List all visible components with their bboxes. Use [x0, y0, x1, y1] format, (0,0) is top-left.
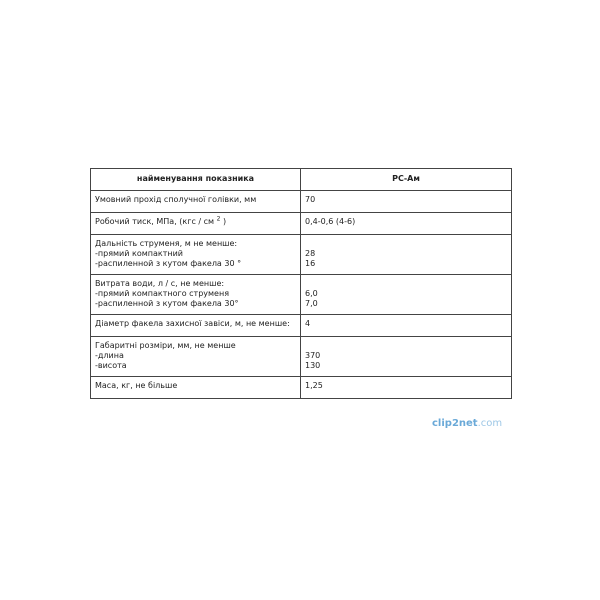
watermark-domain: .com [477, 418, 503, 429]
param-line: -прямий компактного струменя [95, 289, 230, 298]
param-text-end: ) [220, 217, 227, 226]
value-line [305, 341, 507, 351]
param-cell [91, 377, 301, 399]
table-row [91, 315, 512, 337]
value-line: 6,0 [305, 289, 318, 298]
value-cell [301, 213, 512, 235]
table-row [91, 191, 512, 213]
value-cell [301, 377, 512, 399]
param-cell [91, 213, 301, 235]
param-line: Дальність струменя, м не менше: [95, 239, 238, 248]
value-line: 7,0 [305, 299, 318, 308]
value-line: 16 [305, 259, 316, 268]
param-line: Умовний прохід сполучної голівки, мм [95, 195, 257, 204]
spec-table [90, 168, 512, 399]
value-cell [301, 191, 512, 213]
header-model: РС-Ам [301, 169, 512, 191]
value-line [305, 279, 507, 289]
value-line: 0,4-0,6 (4-6) [305, 217, 356, 226]
param-cell [91, 337, 301, 377]
param-cell [91, 191, 301, 213]
param-line: -висота [95, 361, 127, 370]
header-row [91, 169, 512, 191]
table-row [91, 275, 512, 315]
superscript: 2 [216, 215, 221, 223]
watermark-brand: clip2net [432, 418, 478, 429]
header-parameter: найменування показника [91, 169, 301, 191]
table-row [91, 337, 512, 377]
param-line: -распиленной з кутом факела 30 ° [95, 259, 242, 268]
value-line: 4 [305, 319, 311, 328]
param-cell [91, 235, 301, 275]
param-line: Габаритні розміри, мм, не менше [95, 341, 236, 350]
value-line: 130 [305, 361, 321, 370]
value-line: 370 [305, 351, 321, 360]
param-line: -распиленной з кутом факела 30° [95, 299, 239, 308]
value-cell [301, 235, 512, 275]
value-cell [301, 337, 512, 377]
param-line: -прямий компактний [95, 249, 183, 258]
value-cell [301, 315, 512, 337]
param-text: Робочий тиск, МПа, (кгс / см [95, 217, 215, 226]
value-line [305, 239, 507, 249]
param-line [95, 217, 296, 227]
table-row [91, 213, 512, 235]
clip2net-watermark [432, 418, 502, 430]
value-line: 1,25 [305, 381, 323, 390]
param-cell [91, 275, 301, 315]
param-line: Діаметр факела захисної завіси, м, не менше: [95, 319, 290, 328]
param-line: Маса, кг, не більше [95, 381, 178, 390]
table-row [91, 377, 512, 399]
param-cell [91, 315, 301, 337]
param-line: -длина [95, 351, 124, 360]
value-line: 28 [305, 249, 316, 258]
param-line: Витрата води, л / с, не менше: [95, 279, 225, 288]
value-line: 70 [305, 195, 316, 204]
table-row [91, 235, 512, 275]
value-cell [301, 275, 512, 315]
